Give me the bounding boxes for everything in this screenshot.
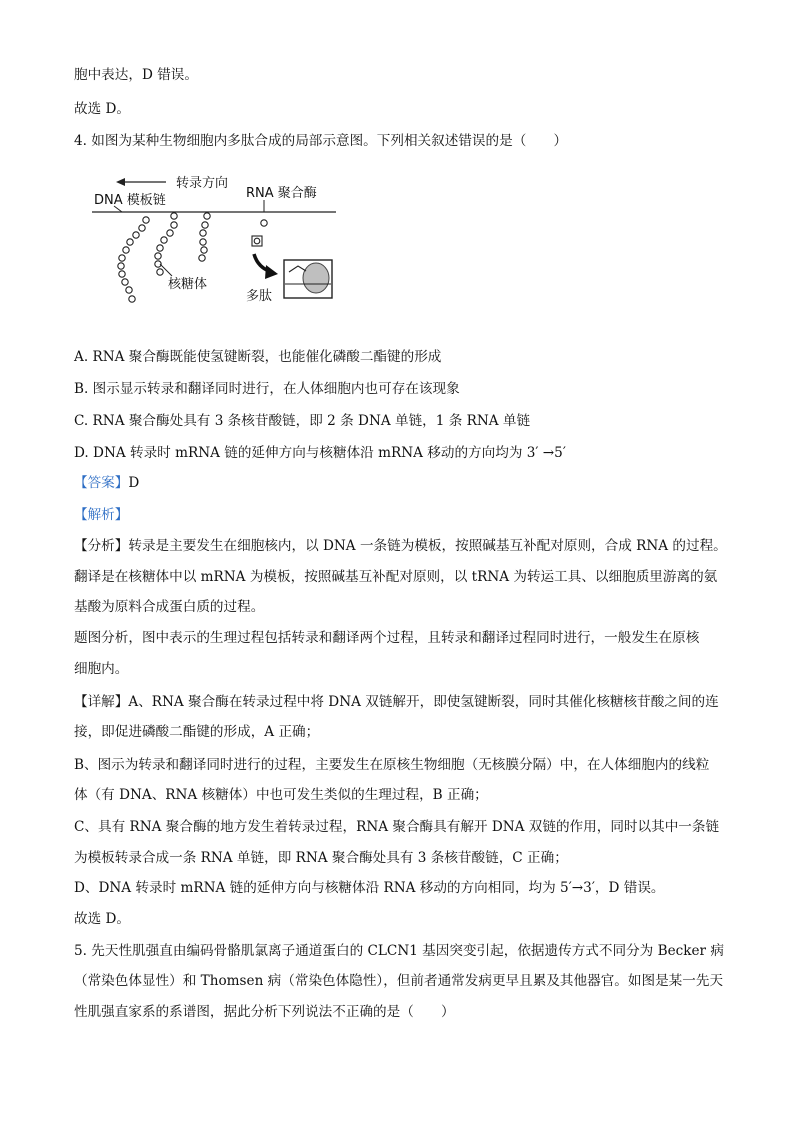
question-5-line-2: （常染色体显性）和 Thomsen 病（常染色体隐性），但前者通常发病更早且累及其他器官。如图是某一先天 <box>74 973 724 989</box>
ribosome-zoom <box>303 263 329 293</box>
option-b: B. 图示显示转录和翻译同时进行，在人体细胞内也可存在该现象 <box>74 381 460 397</box>
zoom-arrow-head <box>265 265 278 279</box>
prev-line-1: 胞中表达，D 错误。 <box>74 67 198 83</box>
fenxi-text-1: 转录是主要发生在细胞核内，以 DNA 一条链为模板，按照碱基互补配对原则，合成 RNA 的过程。 <box>128 538 727 554</box>
fenxi-line-5: 细胞内。 <box>74 661 129 677</box>
fenxi-line-3: 基酸为原料合成蛋白质的过程。 <box>74 599 265 615</box>
prev-line-2: 故选 D。 <box>74 101 131 117</box>
transcription-translation-figure <box>86 168 346 308</box>
label-direction: 转录方向 <box>176 176 229 191</box>
analysis-tag: 【解析】 <box>74 507 129 523</box>
answer-tag: 【答案】 <box>74 475 129 491</box>
fenxi-line-1 <box>74 537 726 555</box>
label-template: DNA 模板链 <box>94 193 166 208</box>
rnap-site <box>252 220 267 246</box>
xiangjie-line-8: 故选 D。 <box>74 911 131 927</box>
label-rna-polymerase: RNA 聚合酶 <box>246 186 317 201</box>
mrna-chain-1 <box>118 217 149 302</box>
answer-value: D <box>128 475 140 491</box>
option-d: D. DNA 转录时 mRNA 链的延伸方向与核糖体沿 mRNA 移动的方向均为 3′ →5′ <box>74 445 566 461</box>
xiangjie-text-1: A、RNA 聚合酶在转录过程中将 DNA 双链解开，即使氢键断裂，同时其催化核糖核苷酸之间的连 <box>128 694 719 710</box>
xiangjie-line-7: D、DNA 转录时 mRNA 链的延伸方向与核糖体沿 RNA 移动的方向相同，均为 5′→3′，D 错误。 <box>74 880 665 896</box>
question-5-line-3: 性肌强直家系的系谱图，据此分析下列说法不正确的是（ ） <box>74 1004 455 1020</box>
analysis-heading <box>74 506 726 524</box>
fenxi-line-4: 题图分析，图中表示的生理过程包括转录和翻译两个过程，且转录和翻译过程同时进行，一般发生在原核 <box>74 630 700 646</box>
fenxi-line-2: 翻译是在核糖体中以 mRNA 为模板，按照碱基互补配对原则，以 tRNA 为转运工具、以细胞质里游离的氨 <box>74 569 718 585</box>
xiangjie-line-1 <box>74 693 726 711</box>
xiangjie-line-6: 为模板转录合成一条 RNA 单链，即 RNA 聚合酶处具有 3 条核苷酸链，C 正确； <box>74 850 568 866</box>
xiangjie-line-4: 体（有 DNA、RNA 核糖体）中也可发生类似的生理过程，B 正确； <box>74 787 488 803</box>
option-a: A. RNA 聚合酶既能使氢键断裂，也能催化磷酸二酯键的形成 <box>74 349 442 365</box>
option-c: C. RNA 聚合酶处具有 3 条核苷酸链，即 2 条 DNA 单链，1 条 RNA 单链 <box>74 413 531 429</box>
xiangjie-tag: 【详解】 <box>74 694 129 710</box>
direction-arrow-head <box>116 178 125 186</box>
fenxi-tag: 【分析】 <box>74 538 129 554</box>
answer-line <box>74 474 726 492</box>
label-ribosome: 核糖体 <box>168 277 208 292</box>
question-4-stem: 4. 如图为某种生物细胞内多肽合成的局部示意图。下列相关叙述错误的是（ ） <box>74 133 568 149</box>
xiangjie-line-3: B、图示为转录和翻译同时进行的过程，主要发生在原核生物细胞（无核膜分隔）中，在人体细胞内的线粒 <box>74 757 710 773</box>
xiangjie-line-5: C、具有 RNA 聚合酶的地方发生着转录过程，RNA 聚合酶具有解开 DNA 双链的作用，同时以其中一条链 <box>74 819 720 835</box>
mrna-chain-3 <box>199 213 210 261</box>
question-5-line-1: 5. 先天性肌强直由编码骨骼肌氯离子通道蛋白的 CLCN1 基因突变引起，依据遗传方式不同分为 Becker 病 <box>74 943 724 959</box>
mrna-chain-2 <box>155 213 177 275</box>
xiangjie-line-2: 接，即促进磷酸二酯键的形成，A 正确； <box>74 724 320 740</box>
label-peptide: 多肽 <box>246 289 273 304</box>
